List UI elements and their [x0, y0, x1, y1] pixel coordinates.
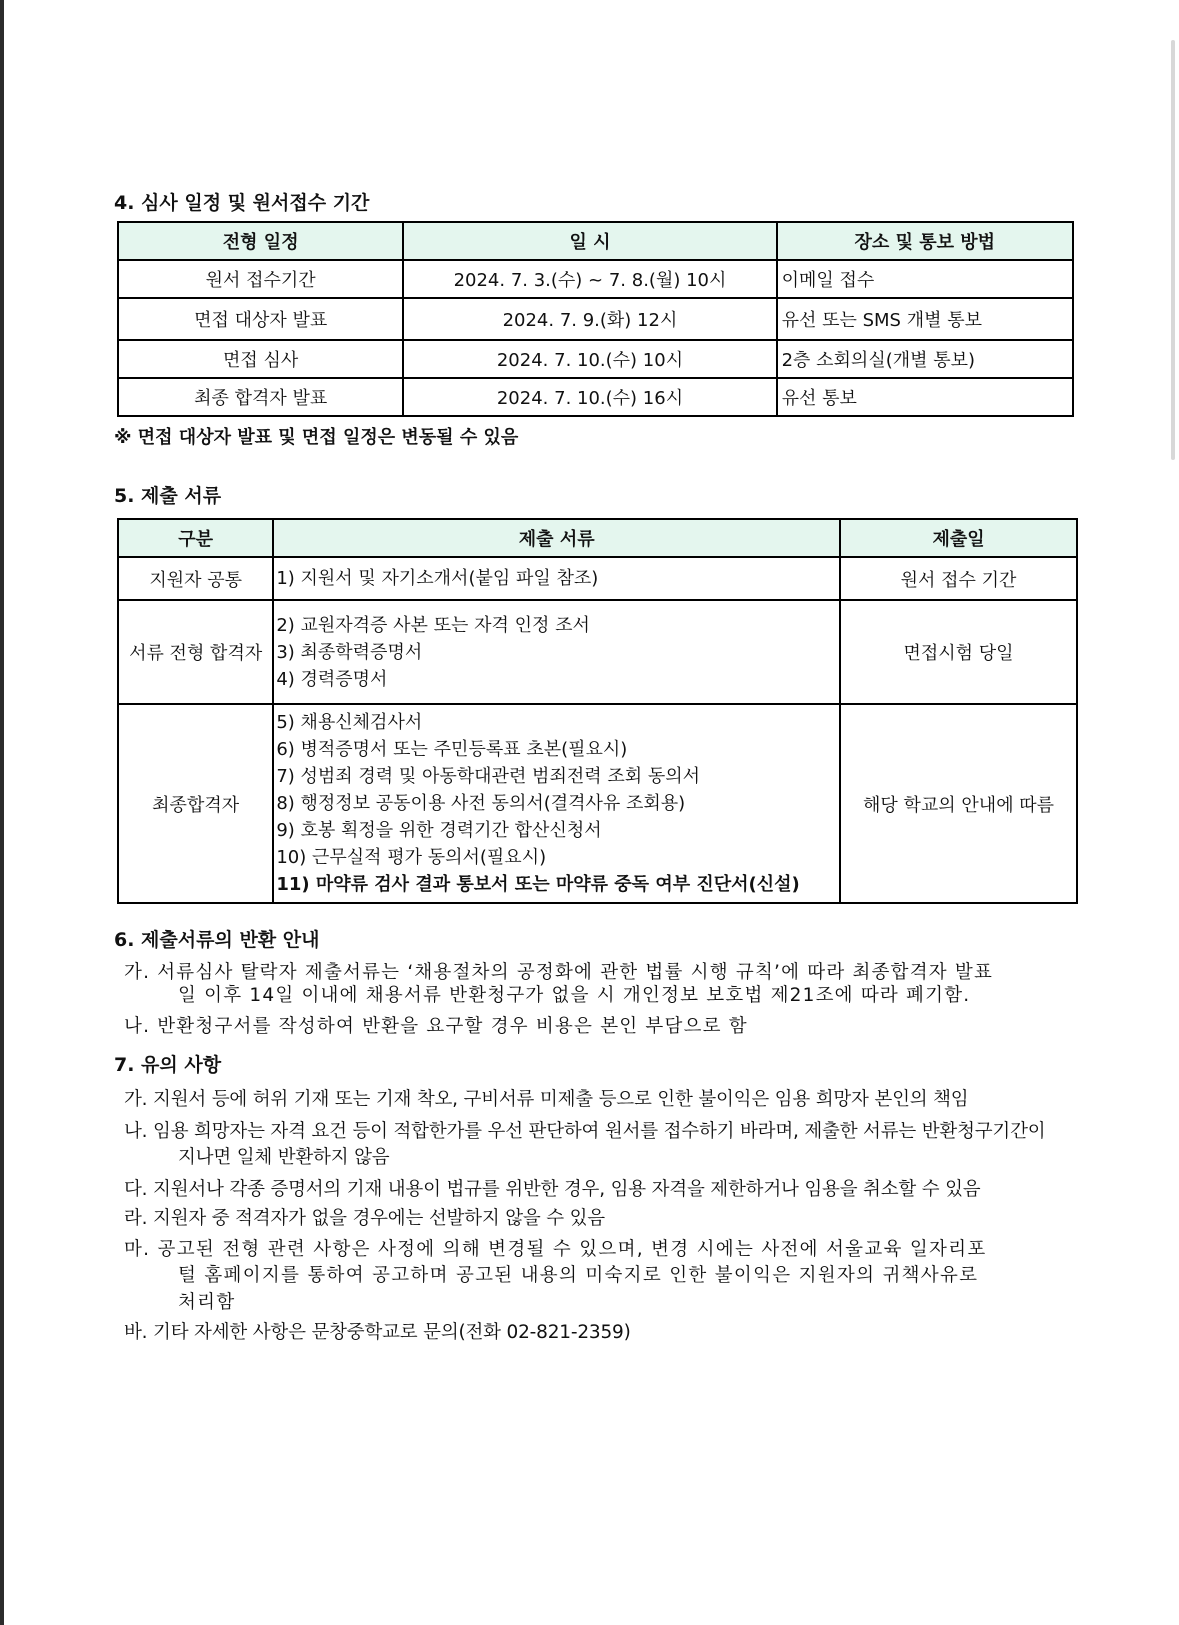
- table-row: [118, 260, 1073, 298]
- schedule-table: [117, 221, 1074, 417]
- document-item: 7) 성범죄 경력 및 아동학대관련 범죄전력 조회 동의서: [276, 766, 700, 787]
- scroll-indicator[interactable]: [1171, 40, 1175, 460]
- document-item: 10) 근무실적 평가 동의서(필요시): [276, 847, 547, 868]
- document-item: 2) 교원자격증 사본 또는 자격 인정 조서: [276, 614, 590, 636]
- notice-item-d: 라. 지원자 중 적격자가 없을 경우에는 선발하지 않을 수 있음: [124, 1208, 605, 1229]
- notice-item-f: 바. 기타 자세한 사항은 문창중학교로 문의(전화 02-821-2359): [124, 1322, 631, 1343]
- header-method: 장소 및 통보 방법: [777, 222, 1073, 260]
- stage-cell: 면접 심사: [118, 340, 403, 378]
- header-submit-date: 제출일: [840, 519, 1077, 557]
- document-item: 1) 지원서 및 자기소개서(붙임 파일 참조): [276, 568, 599, 589]
- page-left-border: [0, 0, 4, 1625]
- datetime-cell: 2024. 7. 9.(화) 12시: [403, 298, 776, 340]
- method-cell: 유선 통보: [777, 378, 1073, 416]
- document-item: 8) 행정정보 공동이용 사전 동의서(결격사유 조회용): [276, 793, 686, 814]
- table-header-row: [118, 519, 1077, 557]
- documents-table: [117, 518, 1078, 904]
- table-row: [118, 600, 1077, 704]
- header-category: 구분: [118, 519, 273, 557]
- notice-item-b-cont: 지나면 일체 반환하지 않음: [178, 1147, 390, 1168]
- document-item: 5) 채용신체검사서: [276, 712, 423, 733]
- category-cell: 최종합격자: [118, 704, 273, 903]
- section5-heading: 5. 제출 서류: [114, 485, 222, 507]
- datetime-cell: 2024. 7. 3.(수) ~ 7. 8.(월) 10시: [403, 260, 776, 298]
- documents-cell: [273, 704, 840, 903]
- table-row: [118, 340, 1073, 378]
- header-stage: 전형 일정: [118, 222, 403, 260]
- notice-item-c: 다. 지원서나 각종 증명서의 기재 내용이 법규를 위반한 경우, 임용 자격을 제한하거나 임용을 취소할 수 있음: [124, 1179, 981, 1200]
- header-datetime: 일 시: [403, 222, 776, 260]
- return-item-b: 나. 반환청구서를 작성하여 반환을 요구할 경우 비용은 본인 부담으로 함: [124, 1016, 748, 1037]
- section4-heading: 4. 심사 일정 및 원서접수 기간: [114, 192, 370, 214]
- category-cell: 지원자 공통: [118, 557, 273, 600]
- notice-item-e: 마. 공고된 전형 관련 사항은 사정에 의해 변경될 수 있으며, 변경 시에는 사전에 서울교육 일자리포: [124, 1239, 987, 1260]
- document-item: 3) 최종학력증명서: [276, 641, 423, 663]
- table-row: [118, 298, 1073, 340]
- stage-cell: 면접 대상자 발표: [118, 298, 403, 340]
- schedule-note: ※ 면접 대상자 발표 및 면접 일정은 변동될 수 있음: [114, 427, 519, 448]
- section6-heading: 6. 제출서류의 반환 안내: [114, 929, 320, 951]
- category-cell: 서류 전형 합격자: [118, 600, 273, 704]
- submit-date-cell: 원서 접수 기간: [840, 557, 1077, 600]
- stage-cell: 원서 접수기간: [118, 260, 403, 298]
- stage-cell: 최종 합격자 발표: [118, 378, 403, 416]
- document-item: 6) 병적증명서 또는 주민등록표 초본(필요시): [276, 739, 628, 760]
- document-item: 9) 호봉 획정을 위한 경력기간 합산신청서: [276, 820, 602, 841]
- datetime-cell: 2024. 7. 10.(수) 16시: [403, 378, 776, 416]
- method-cell: 유선 또는 SMS 개별 통보: [777, 298, 1073, 340]
- document-item: 4) 경력증명서: [276, 668, 388, 690]
- method-cell: 이메일 접수: [777, 260, 1073, 298]
- datetime-cell: 2024. 7. 10.(수) 10시: [403, 340, 776, 378]
- submit-date-cell: 면접시험 당일: [840, 600, 1077, 704]
- table-row: [118, 704, 1077, 903]
- notice-item-e-cont2: 처리함: [178, 1292, 236, 1313]
- section7-heading: 7. 유의 사항: [114, 1054, 222, 1076]
- submit-date-cell: 해당 학교의 안내에 따름: [840, 704, 1077, 903]
- method-cell: 2층 소회의실(개별 통보): [777, 340, 1073, 378]
- notice-item-e-cont: 털 홈페이지를 통하여 공고하며 공고된 내용의 미숙지로 인한 불이익은 지원자의 귀책사유로: [178, 1265, 979, 1286]
- notice-item-a: 가. 지원서 등에 허위 기재 또는 기재 착오, 구비서류 미제출 등으로 인한 불이익은 임용 희망자 본인의 책임: [124, 1089, 969, 1110]
- documents-cell: [273, 557, 840, 600]
- header-documents: 제출 서류: [273, 519, 840, 557]
- table-row: [118, 557, 1077, 600]
- return-item-a-cont: 일 이후 14일 이내에 채용서류 반환청구가 없을 시 개인정보 보호법 제21조에 따라 폐기함.: [178, 985, 971, 1006]
- document-item: 11) 마약류 검사 결과 통보서 또는 마약류 중독 여부 진단서(신설): [276, 874, 800, 895]
- table-header-row: [118, 222, 1073, 260]
- documents-cell: [273, 600, 840, 704]
- notice-item-b: 나. 임용 희망자는 자격 요건 등이 적합한가를 우선 판단하여 원서를 접수하기 바라며, 제출한 서류는 반환청구기간이: [124, 1121, 1046, 1142]
- table-row: [118, 378, 1073, 416]
- return-item-a: 가. 서류심사 탈락자 제출서류는 ‘채용절차의 공정화에 관한 법률 시행 규칙’에 따라 최종합격자 발표: [124, 962, 994, 983]
